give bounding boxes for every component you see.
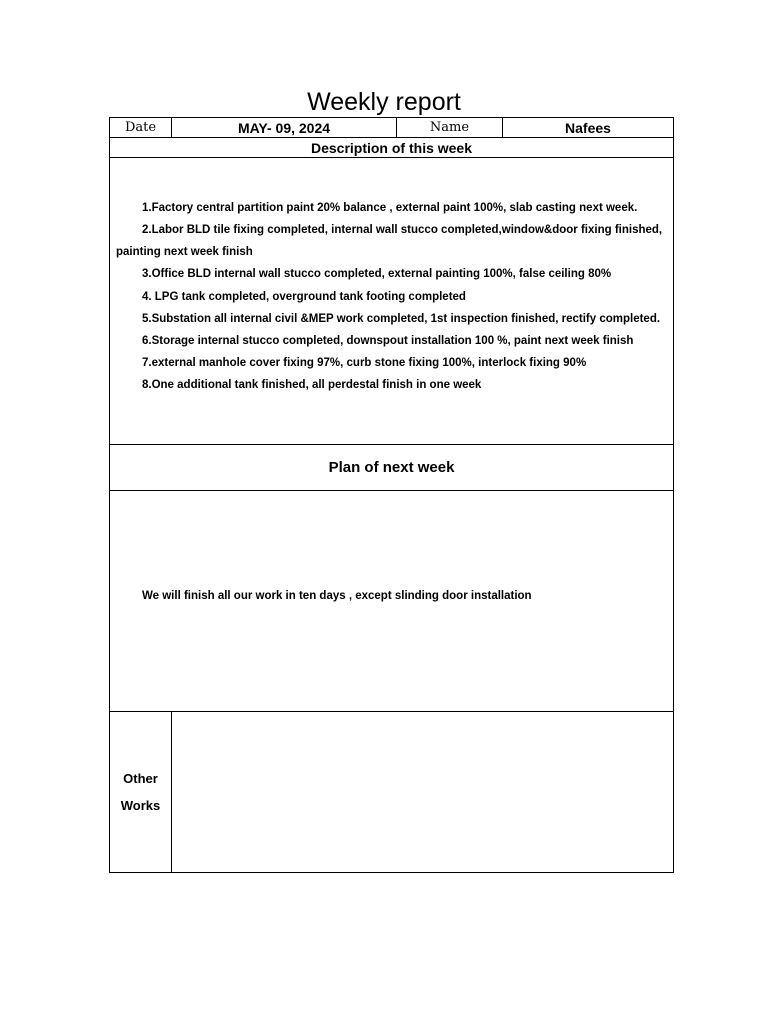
description-body	[109, 157, 674, 445]
description-item: 5.Substation all internal civil &MEP work completed, 1st inspection finished, rectify completed.	[142, 313, 661, 325]
plan-heading: Plan of next week	[109, 444, 674, 491]
other-works-label	[110, 712, 172, 872]
description-item: 4. LPG tank completed, overground tank footing completed	[142, 291, 466, 303]
other-works-section	[109, 711, 674, 873]
description-item: 8.One additional tank finished, all perdestal finish in one week	[142, 379, 482, 391]
description-heading: Description of this week	[109, 137, 674, 158]
plan-body	[109, 490, 674, 712]
description-item: 7.external manhole cover fixing 97%, curb stone fixing 100%, interlock fixing 90%	[142, 357, 587, 369]
date-value: MAY- 09, 2024	[172, 118, 397, 137]
description-item: 6.Storage internal stucco completed, downspout installation 100 %, paint next week finish	[142, 335, 634, 347]
description-item: 2.Labor BLD tile fixing completed, internal wall stucco completed,window&door fixing finished,	[142, 224, 663, 236]
date-label: Date	[110, 118, 172, 137]
plan-text: We will finish all our work in ten days , except slinding door installation	[142, 590, 532, 602]
name-label: Name	[397, 118, 503, 137]
description-item: 1.Factory central partition paint 20% balance , external paint 100%, slab casting next week.	[142, 202, 638, 214]
name-value: Nafees	[565, 119, 611, 136]
description-item: painting next week finish	[116, 246, 253, 258]
header-row	[109, 117, 674, 138]
other-works-label-line2: Works	[120, 798, 161, 813]
other-works-label-line1: Other	[123, 771, 158, 786]
description-item: 3.Office BLD internal wall stucco completed, external painting 100%, false ceiling 80%	[142, 268, 612, 280]
report-title: Weekly report	[307, 88, 461, 116]
